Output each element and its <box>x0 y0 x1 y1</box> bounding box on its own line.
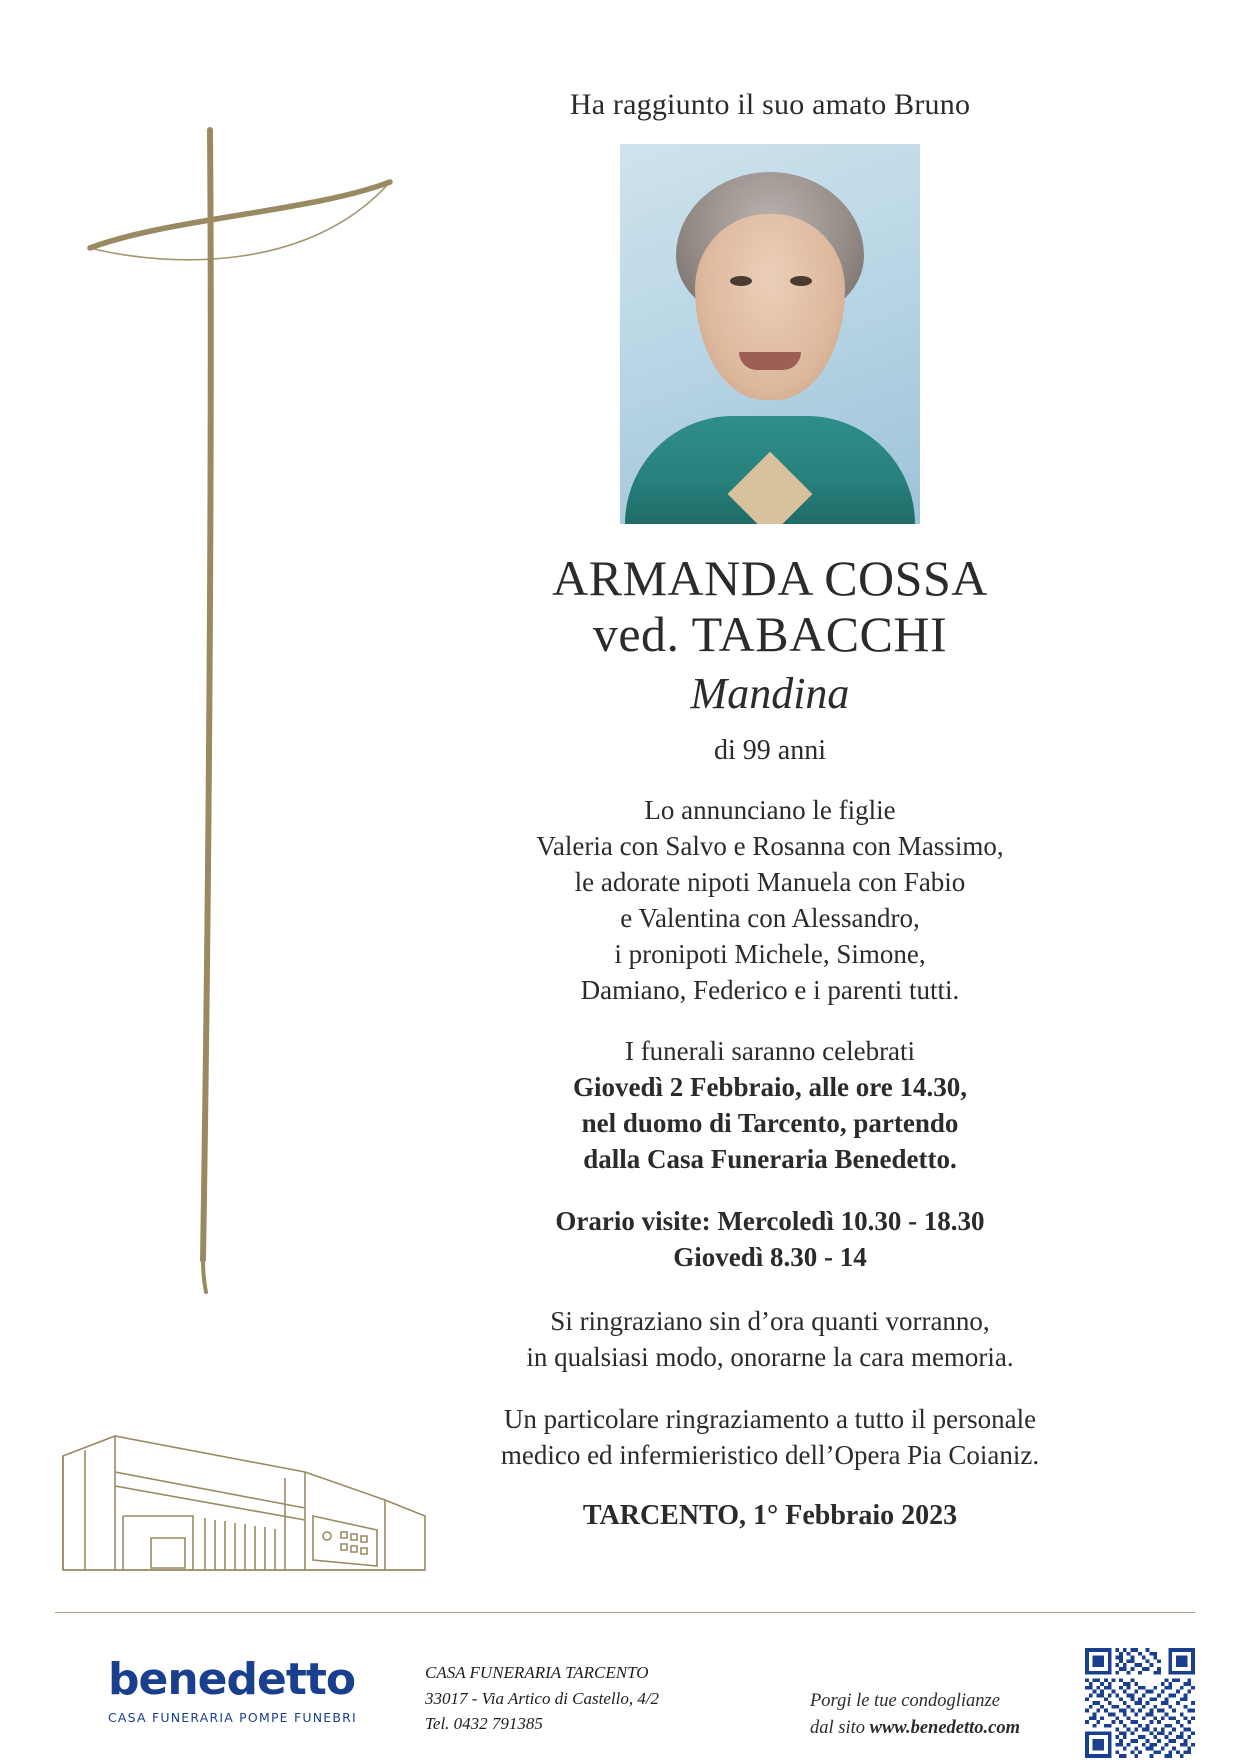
staff-thanks-block <box>420 1402 1120 1474</box>
address-line: 33017 - Via Artico di Castello, 4/2 <box>425 1688 660 1708</box>
qr-code-icon[interactable] <box>1085 1648 1195 1758</box>
announcement-line: Valeria con Salvo e Rosanna con Massimo, <box>536 830 1004 861</box>
funeral-block <box>420 1034 1120 1178</box>
deceased-name <box>420 550 1120 662</box>
funeral-detail-line: nel duomo di Tarcento, partendo <box>581 1108 959 1139</box>
thanks-line: Si ringraziano sin d’ora quanti vorranno, <box>550 1305 990 1336</box>
portrait-mouth <box>739 352 801 370</box>
thanks-block <box>420 1304 1120 1376</box>
company-logo-subtitle: CASA FUNERARIA POMPE FUNEBRI <box>108 1710 357 1725</box>
address-line: CASA FUNERARIA TARCENTO <box>425 1663 649 1682</box>
thanks-line: in qualsiasi modo, onorarne la cara memoria. <box>526 1341 1014 1372</box>
condolences-note <box>810 1688 1020 1742</box>
announcement-line: Damiano, Federico e i parenti tutti. <box>580 974 960 1005</box>
company-address <box>425 1660 659 1737</box>
visiting-hours-line: Orario visite: Mercoledì 10.30 - 18.30 <box>555 1206 985 1237</box>
portrait-photo <box>620 144 920 524</box>
funeral-home-illustration <box>55 1420 435 1600</box>
announcement-line: le adorate nipoti Manuela con Fabio <box>574 866 966 897</box>
deceased-nickname: Mandina <box>690 669 850 718</box>
company-logo-word: benedetto <box>108 1654 356 1705</box>
announcement-line: i pronipoti Michele, Simone, <box>614 938 926 969</box>
funeral-detail-line: Giovedì 2 Febbraio, alle ore 14.30, <box>573 1072 967 1103</box>
footer-divider <box>55 1612 1195 1613</box>
place-and-date: TARCENTO, 1° Febbraio 2023 <box>582 1499 958 1531</box>
cross-icon <box>60 120 420 1320</box>
building-icon <box>55 1420 435 1600</box>
portrait-eye-left <box>730 276 752 286</box>
portrait-face <box>695 214 845 400</box>
opening-line: Ha raggiunto il suo amato Bruno <box>569 88 971 121</box>
condolences-prefix: dal sito <box>810 1717 870 1738</box>
deceased-name-line1: ARMANDA COSSA <box>552 550 988 606</box>
memorial-content <box>420 0 1120 1532</box>
funeral-detail-line: dalla Casa Funeraria Benedetto. <box>583 1144 957 1175</box>
staff-thanks-line: medico ed infermieristico dell’Opera Pia Coianiz. <box>500 1439 1040 1470</box>
announcement-line: Lo annunciano le figlie <box>644 795 896 825</box>
address-line: Tel. 0432 791385 <box>425 1714 543 1733</box>
cross-decoration <box>60 120 420 1320</box>
announcement-line: e Valentina con Alessandro, <box>620 902 920 933</box>
visiting-hours-line: Giovedì 8.30 - 14 <box>673 1241 867 1272</box>
announcement-block <box>420 793 1120 1008</box>
deceased-name-line2: ved. TABACCHI <box>592 606 948 662</box>
condolences-website[interactable]: www.benedetto.com <box>869 1717 1021 1738</box>
company-logo <box>108 1654 358 1725</box>
staff-thanks-line: Un particolare ringraziamento a tutto il personale <box>503 1403 1037 1434</box>
visiting-hours-block <box>420 1204 1120 1276</box>
portrait-eye-right <box>790 276 812 286</box>
funeral-intro: I funerali saranno celebrati <box>624 1036 916 1067</box>
footer <box>0 1630 1250 1762</box>
condolences-line1: Porgi le tue condoglianze <box>810 1691 1000 1711</box>
deceased-age: di 99 anni <box>714 735 826 766</box>
condolences-line2 <box>810 1715 1020 1742</box>
qr-code[interactable] <box>1085 1648 1195 1758</box>
